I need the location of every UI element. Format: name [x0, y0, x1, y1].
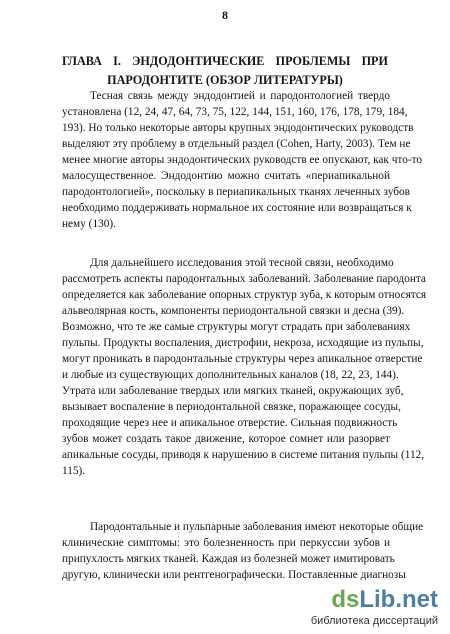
text-line: припухлость мягких тканей. Каждая из болезней может имитировать	[62, 553, 395, 565]
text-line: Утрата или заболевание твердых или мягких тканей, окружающих зуб,	[62, 385, 404, 397]
text-line: определяется как заболевание опорных структур зуба, к которым относятся	[62, 289, 427, 301]
text-line: клинические симптомы: это болезненность при перкуссии зубов и	[62, 537, 390, 549]
text-line: Тесная связь между эндодонтией и пародонтологией твердо	[90, 90, 390, 102]
heading-word: ЭНДОДОНТИЧЕСКИЕ	[132, 54, 265, 68]
text-line: Для дальнейшего исследования этой тесной связи, необходимо	[90, 257, 394, 269]
text-line: 115).	[62, 465, 86, 477]
text-line: пульпы. Продукты воспаления, дистрофии, некроза, исходящие из пульпы,	[62, 337, 424, 349]
text-line: зубов может создать такое движение, которое сомнет или разорвет	[62, 433, 390, 445]
text-line: малосущественное. Эндодонтию можно считать «периапикальной	[62, 170, 390, 182]
text-line: пародонтологией», поскольку в периапикальных тканях леченных зубов	[62, 186, 410, 198]
text-line: необходимо поддерживать нормальное их состояние или возвращаться к	[62, 202, 412, 214]
heading-word: I.	[113, 54, 121, 68]
heading-word: ПРОБЛЕМЫ	[275, 54, 351, 68]
heading-word: ГЛАВА	[62, 54, 102, 68]
chapter-heading	[62, 51, 388, 71]
watermark-logo: dsLib.net	[331, 586, 438, 613]
text-line: 193). Но только некоторые авторы крупных эндодонтических руководств	[62, 122, 414, 134]
text-line: другую, клинически или рентгенографически. Поставленные диагнозы	[62, 569, 406, 581]
heading-word: ПРИ	[361, 54, 388, 68]
text-line: проходящие через нее и апикальное отверстие. Сильная подвижность	[62, 417, 398, 429]
text-line: и любые из существующих дополнительных каналов (18, 22, 23, 144).	[62, 369, 399, 381]
page-number: 8	[222, 8, 228, 22]
text-line: апикальные сосуды, приводя к нарушению в системе питания пульпы (112,	[62, 449, 425, 461]
text-line: установлена (12, 24, 47, 64, 73, 75, 122, 144, 151, 160, 176, 178, 179, 184,	[62, 106, 408, 118]
text-line: вызывает воспаление в периодонтальной связке, поражающее сосуды,	[62, 401, 401, 413]
text-line: рассмотреть аспекты пародонтальных заболеваний. Заболевание пародонта	[62, 273, 426, 285]
chapter-subheading: ПАРОДОНТИТЕ (ОБЗОР ЛИТЕРАТУРЫ)	[107, 73, 343, 87]
text-line: выделяют эту проблему в отдельный раздел (Cohen, Harty, 2003). Тем не	[62, 138, 411, 150]
text-line: могут проникать в пародонтальные структуры через апикальное отверстие	[62, 353, 423, 365]
text-line: нему (130).	[62, 218, 116, 230]
watermark	[310, 586, 450, 630]
text-line: менее многие авторы эндодонтических руководств ее опускают, как что-то	[62, 154, 423, 166]
watermark-subtitle: библиотека диссертаций	[310, 615, 438, 627]
text-line: Возможно, что те же самые структуры могут страдать при заболеваниях	[62, 321, 411, 333]
text-line: Пародонтальные и пульпарные заболевания имеют некоторые общие	[90, 521, 424, 533]
text-line: альвеолярная кость, компоненты периодонтальной связки и десна (39).	[62, 305, 405, 317]
